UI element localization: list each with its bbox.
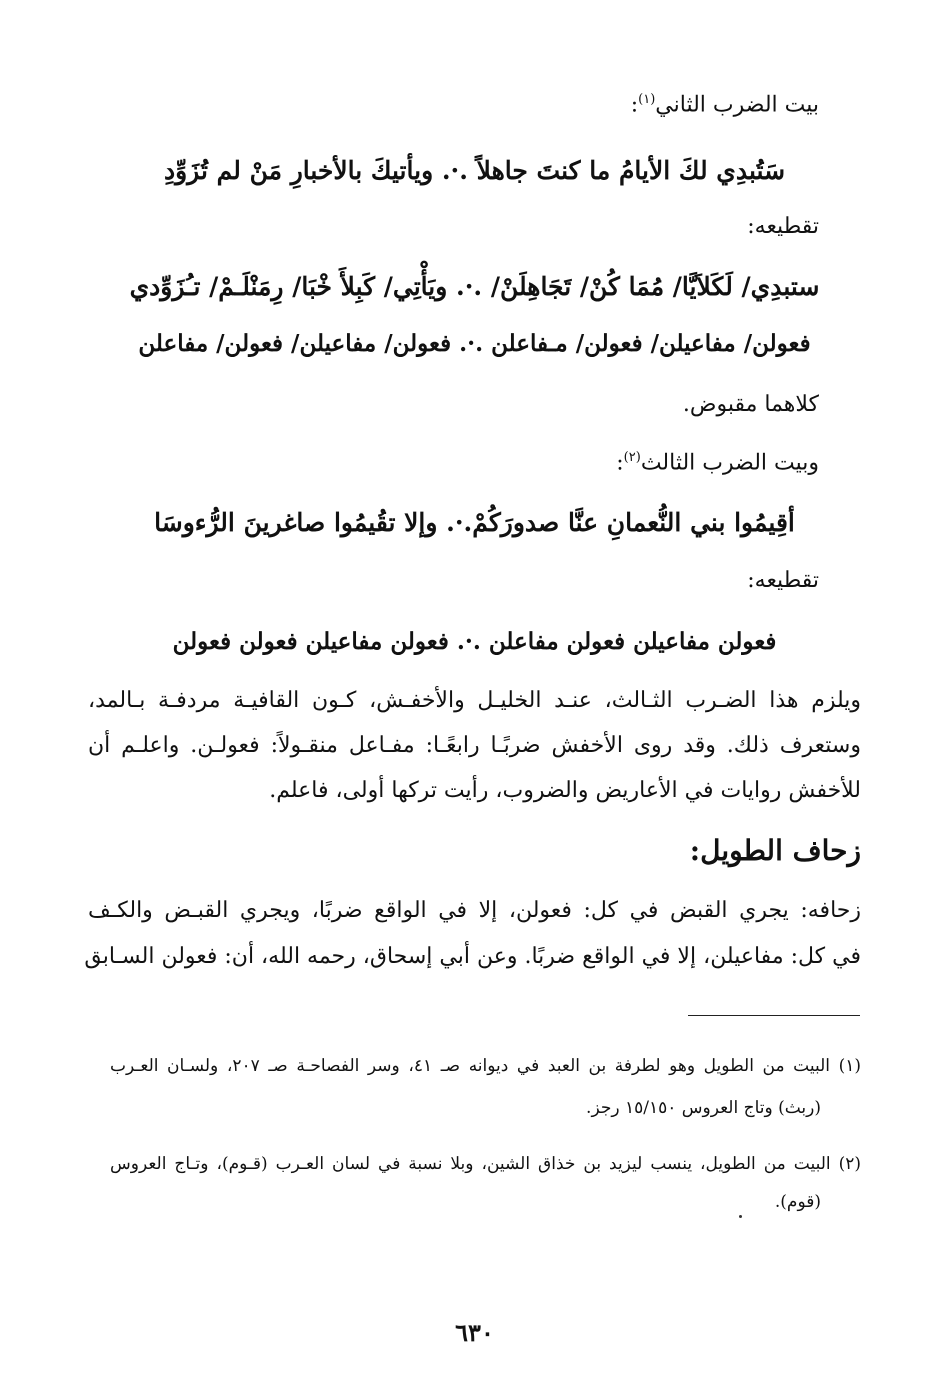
scansion-label-2: تقطيعه: bbox=[747, 568, 819, 593]
feet-line-2: فعولن مفاعيلن فعولن مفاعلن .·. فعولن مفاعيلن فعولن فعولن bbox=[172, 628, 777, 655]
paragraph-2-line-1: زحافه: يجري القبض في كل: فعولن، إلا في الواقع ضربًا، ويجري القبـض والكـف bbox=[88, 898, 861, 923]
verse-intro-2nd-form: بيت الضرب الثاني$^{(١)}$: bbox=[630, 92, 819, 118]
footnote-separator bbox=[688, 1015, 860, 1016]
verse-line-2: أقِيمُوا بني النُّعمانِ عنَّا صدورَكُمْ.·. وإلا تقُيمُوا صاغرينَ الرُّءوسَا bbox=[154, 508, 795, 537]
footnote-1-line-1: (١) البيت من الطويل وهو لطرفة بن العبد في ديوانه صـ ٤١، وسر الفصاحـة صـ ٢٠٧، ولسـان العـرب bbox=[110, 1056, 861, 1076]
section-heading: زحاف الطويل: bbox=[689, 834, 861, 867]
intro-text: وبيت الضرب الثالث bbox=[640, 450, 819, 476]
verse-intro-3rd-form: وبيت الضرب الثالث$^{(٢)}$: bbox=[616, 450, 819, 476]
footnote-2-line-1: (٢) البيت من الطويل، ينسب ليزيد بن خذاق الشين، وبلا نسبة في لسان العـرب (قـوم)، وتـاج العروس bbox=[110, 1154, 861, 1174]
footnote-1-line-2: (ربث) وتاج العروس ١٥/١٥٠ رجز. bbox=[586, 1098, 821, 1118]
paragraph-1-line-2: وستعرف ذلك. وقد روى الأخفش ضربًـا رابعًـا: مفـاعل منقـولاً: فعولـن. واعلـم أن bbox=[88, 733, 861, 758]
scansion-line-1: ستبدِي/ لَكَلاَيَّا/ مُمَا كُنْ/ تَجَاهِلَنْ/ .·. ويَأْتِي/ كَبِلأَ خْبَا/ رِمَنْلَـمْ/ تـُزَوِّدي bbox=[129, 272, 820, 301]
paragraph-1-line-3: للأخفش روايات في الأعاريض والضروب، رأيت تركها أولى، فاعلم. bbox=[269, 778, 861, 803]
footnote-ref-1: (١) bbox=[638, 92, 656, 107]
footnote-ref-2: (٢) bbox=[623, 450, 641, 465]
feet-line-1: فعولن/ مفاعيلن/ فعولن/ مـفاعلن .·. فعولن/ مفاعيلن/ فعولن/ مفاعلن bbox=[138, 330, 811, 357]
note-line: كلاهما مقبوض. bbox=[682, 392, 819, 417]
stray-dot bbox=[739, 1215, 742, 1218]
page-number: ٦٣٠ bbox=[455, 1318, 494, 1347]
intro-text: بيت الضرب الثاني bbox=[655, 92, 819, 118]
footnote-2-line-2: (قوم). bbox=[774, 1192, 821, 1212]
paragraph-1-line-1: ويلزم هذا الضـرب الثـالث، عنـد الخليـل والأخفـش، كـون القافيـة مردفـة بـالمد، bbox=[88, 688, 861, 713]
paragraph-2-line-2: في كل: مفاعيلن، إلا في الواقع ضربًا. وعن أبي إسحاق، رحمه الله، أن: فعولن السـابق bbox=[84, 944, 861, 969]
verse-line-1: سَتُبدِي لكَ الأيامُ ما كنتَ جاهلاً .·. ويأتيكَ بالأخبارِ مَنْ لم تُزَوِّدِ bbox=[163, 156, 786, 185]
scansion-label-1: تقطيعه: bbox=[747, 214, 819, 239]
